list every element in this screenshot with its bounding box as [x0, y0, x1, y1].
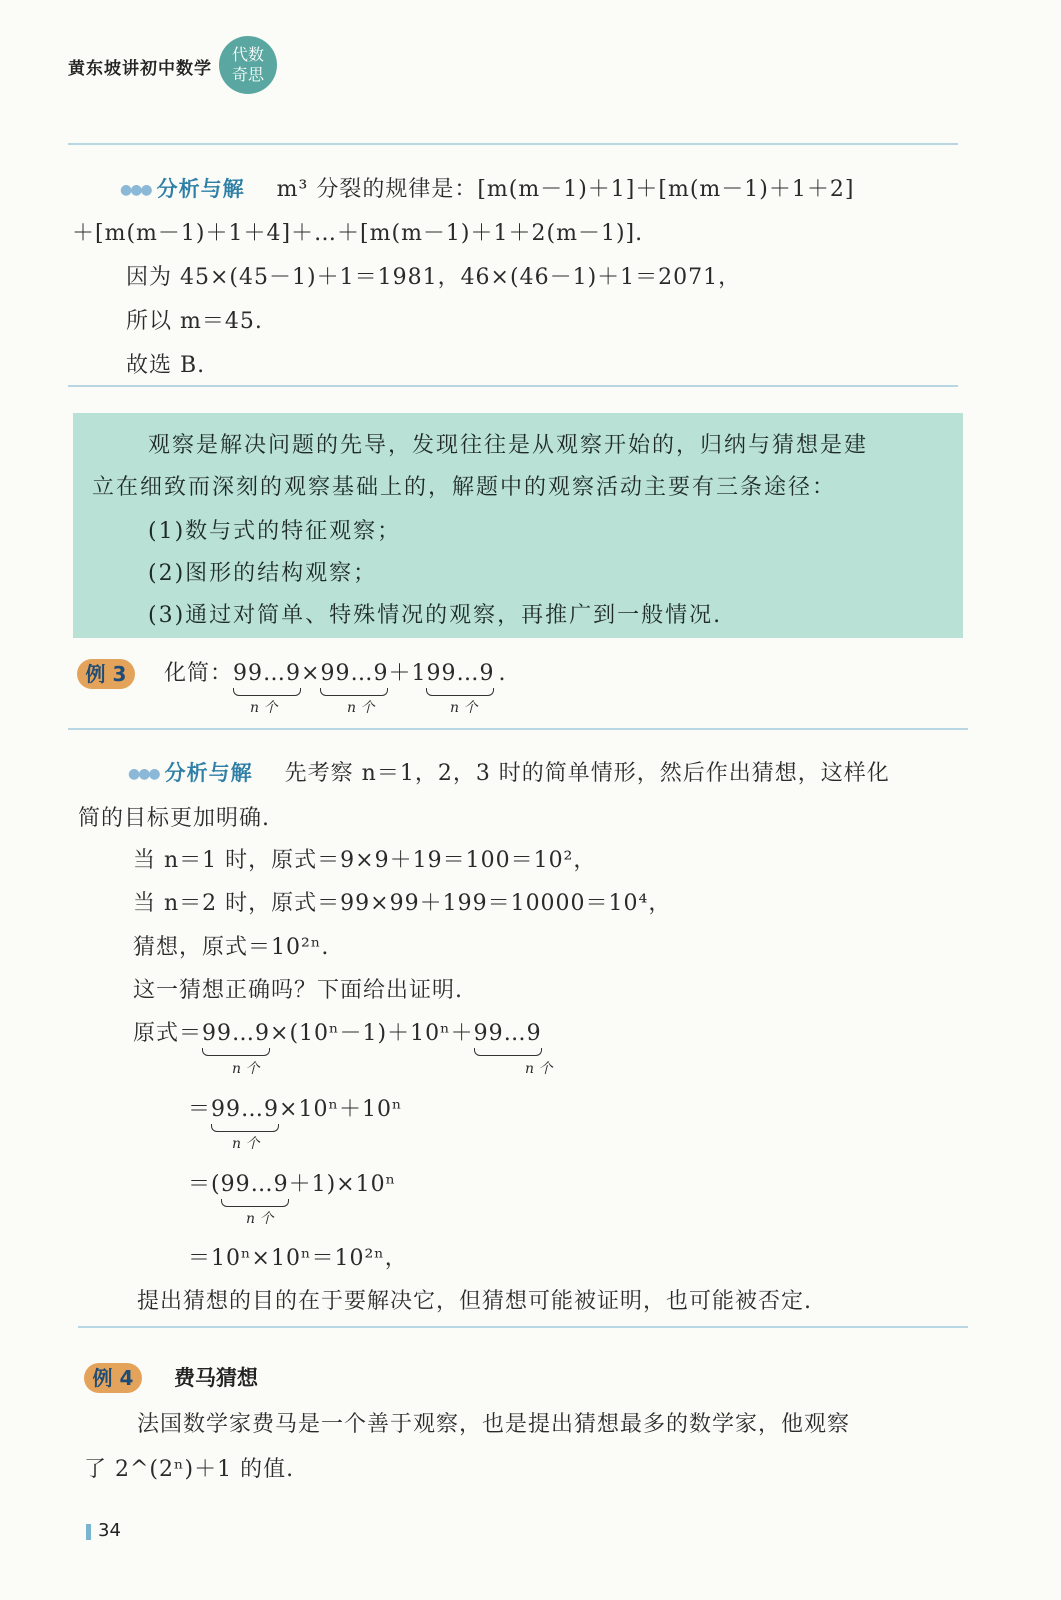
ex3-op2: ＋	[388, 661, 412, 686]
solution2-line6: 这一猜想正确吗？下面给出证明.	[133, 978, 463, 1003]
d1-middle: ×(10ⁿ－1)＋10ⁿ＋	[270, 1021, 474, 1046]
example4-badge: 例 4	[84, 1363, 142, 1393]
ex3-prefix: 化简：	[164, 661, 234, 686]
d1-prefix: 原式＝	[133, 1021, 203, 1046]
n-label: n 个	[250, 700, 278, 716]
d2-term: 99…9	[211, 1097, 280, 1122]
solution2-text1: 先考察 n＝1，2，3 时的简单情形，然后作出猜想，这样化	[284, 761, 890, 786]
n-label: n 个	[246, 1211, 274, 1227]
d1-term2: 99…9	[473, 1021, 542, 1046]
derivation-step3	[188, 1167, 396, 1199]
ex3-term2: 99…9	[320, 661, 389, 686]
solution2-line4: 当 n＝2 时，原式＝99×99＋199＝10000＝10⁴，	[133, 891, 672, 916]
d3-prefix: ＝(	[188, 1172, 221, 1197]
derivation-step4: ＝10ⁿ×10ⁿ＝10²ⁿ，	[188, 1246, 408, 1271]
solution2-line1	[128, 756, 890, 787]
example4-title: 费马猜想	[174, 1366, 258, 1390]
divider	[68, 728, 968, 730]
example4-line1: 法国数学家费马是一个善于观察，也是提出猜想最多的数学家，他观察	[137, 1412, 851, 1437]
d1-term1: 99…9	[202, 1021, 271, 1046]
divider	[78, 1326, 968, 1328]
note-line1: 观察是解决问题的先导，发现往往是从观察开始的，归纳与猜想是建	[148, 433, 869, 458]
note-line3: (1)数与式的特征观察；	[148, 519, 402, 544]
note-line5: (3)通过对简单、特殊情况的观察，再推广到一般情况.	[148, 603, 723, 628]
solution1-line2: ＋[m(m－1)＋1＋4]＋…＋[m(m－1)＋1＋2(m－1)].	[72, 221, 644, 246]
n-label: n 个	[347, 700, 375, 716]
note-line2: 立在细致而深刻的观察基础上的，解题中的观察活动主要有三条途径：	[92, 475, 837, 500]
divider	[68, 143, 958, 145]
solution1-line3: 因为 45×(45－1)＋1＝1981，46×(46－1)＋1＝2071，	[126, 265, 742, 290]
solution1-line1	[120, 172, 854, 203]
example3-badge: 例 3	[77, 659, 135, 689]
d2-post: ×10ⁿ＋10ⁿ	[279, 1097, 403, 1122]
analysis-label: 分析与解	[156, 177, 245, 201]
page-number: 34	[98, 1520, 121, 1541]
ex3-term3-prefix: 1	[411, 661, 427, 686]
ex3-end: .	[498, 661, 507, 686]
example3-expression	[164, 656, 506, 688]
solution2-line3: 当 n＝1 时，原式＝9×9＋19＝100＝10²，	[133, 848, 597, 873]
ex3-term3: 99…9	[426, 661, 495, 686]
ex3-term1: 99…9	[233, 661, 302, 686]
badge-line1: 代数	[231, 45, 264, 64]
solution2-line5: 猜想，原式＝10²ⁿ.	[133, 935, 330, 960]
solution1-line4: 所以 m＝45.	[126, 309, 263, 334]
example4-line2: 了 2^(2ⁿ)＋1 的值.	[84, 1457, 295, 1482]
chapter-badge	[219, 36, 277, 94]
d2-prefix: ＝	[188, 1097, 212, 1122]
n-label: n 个	[232, 1136, 260, 1152]
ex3-op1: ×	[301, 661, 321, 686]
derivation-step2	[188, 1092, 402, 1124]
book-title: 黄东坡讲初中数学	[68, 59, 212, 79]
solution1-line5: 故选 B.	[126, 353, 206, 378]
divider	[68, 385, 958, 387]
d3-term: 99…9	[220, 1172, 289, 1197]
note-line4: (2)图形的结构观察；	[148, 561, 378, 586]
n-label: n 个	[450, 700, 478, 716]
dots-icon: ●●●	[120, 182, 151, 198]
page-number-marker	[86, 1524, 91, 1540]
derivation-step1	[133, 1016, 542, 1048]
analysis-label: 分析与解	[164, 761, 253, 785]
d3-post: ＋1)×10ⁿ	[288, 1172, 397, 1197]
solution2-line2: 简的目标更加明确.	[78, 806, 270, 831]
dots-icon: ●●●	[128, 766, 159, 782]
badge-line2: 奇思	[231, 65, 264, 84]
solution2-line7: 提出猜想的目的在于要解决它，但猜想可能被证明，也可能被否定.	[137, 1289, 812, 1314]
n-label: n 个	[232, 1061, 260, 1077]
n-label: n 个	[525, 1061, 553, 1077]
solution1-text1: m³ 分裂的规律是：[m(m－1)＋1]＋[m(m－1)＋1＋2]	[276, 177, 855, 202]
